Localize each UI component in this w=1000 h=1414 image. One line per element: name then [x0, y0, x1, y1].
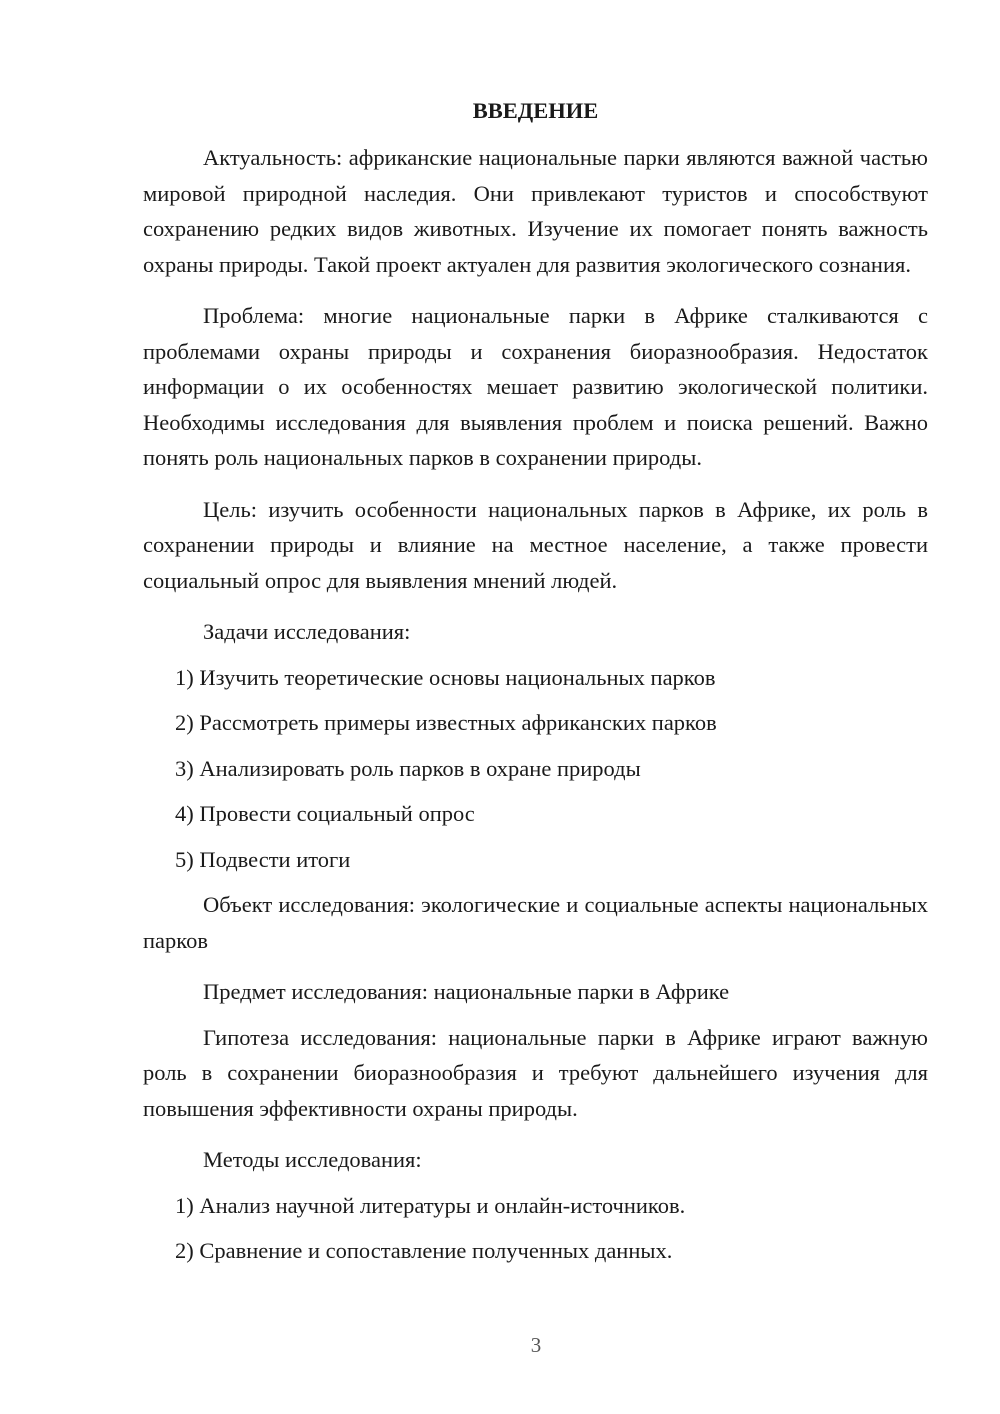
list-item: 1) Анализ научной литературы и онлайн-источников. — [175, 1192, 686, 1218]
methods-heading: Методы исследования: — [203, 1147, 422, 1172]
hypothesis-paragraph: Гипотеза исследования: национальные парки в Африке играют важную роль в сохранении биоразнообразия и требуют дальнейшего изучения для повышения эффективности охраны природы. — [143, 1024, 928, 1121]
list-item: 2) Рассмотреть примеры известных африканских парков — [175, 710, 717, 735]
section-title: ВВЕДЕНИЕ — [472, 98, 599, 123]
goal-paragraph: Цель: изучить особенности национальных парков в Африке, их роль в сохранении природы и влияние на местное население, а также провести социальный опрос для выявления мнений людей. — [143, 496, 928, 593]
list-item: 5) Подвести итоги — [175, 846, 351, 872]
list-item: 2) Сравнение и сопоставление полученных данных. — [175, 1238, 673, 1263]
object-paragraph: Объект исследования: экологические и социальные аспекты национальных парков — [143, 892, 928, 953]
list-item: 4) Провести социальный опрос — [175, 801, 475, 826]
list-item: 1) Изучить теоретические основы национальных парков — [175, 664, 716, 690]
list-item: 3) Анализировать роль парков в охране природы — [175, 755, 641, 781]
tasks-list — [143, 660, 928, 878]
problem-paragraph: Проблема: многие национальные парки в Африке сталкиваются с проблемами охраны природы и сохранения биоразнообразия. Недостаток информации о их особенностях мешает развитию экологической политики. Необходимы исследования для выявления проблем и поиска решений. Важно понять роль национальных парков в сохранении природы. — [143, 303, 928, 470]
subject-paragraph: Предмет исследования: национальные парки в Африке — [203, 979, 730, 1004]
page-content — [143, 94, 928, 1279]
page-number: 3 — [530, 1333, 542, 1357]
relevance-paragraph: Актуальность: африканские национальные парки являются важной частью мировой природной наследия. Они привлекают туристов и способствуют сохранению редких видов животных. Изучение их помогает понять важность охраны природы. Такой проект актуален для развития экологического сознания. — [143, 145, 928, 277]
methods-list — [143, 1188, 928, 1269]
tasks-heading: Задачи исследования: — [203, 619, 411, 644]
